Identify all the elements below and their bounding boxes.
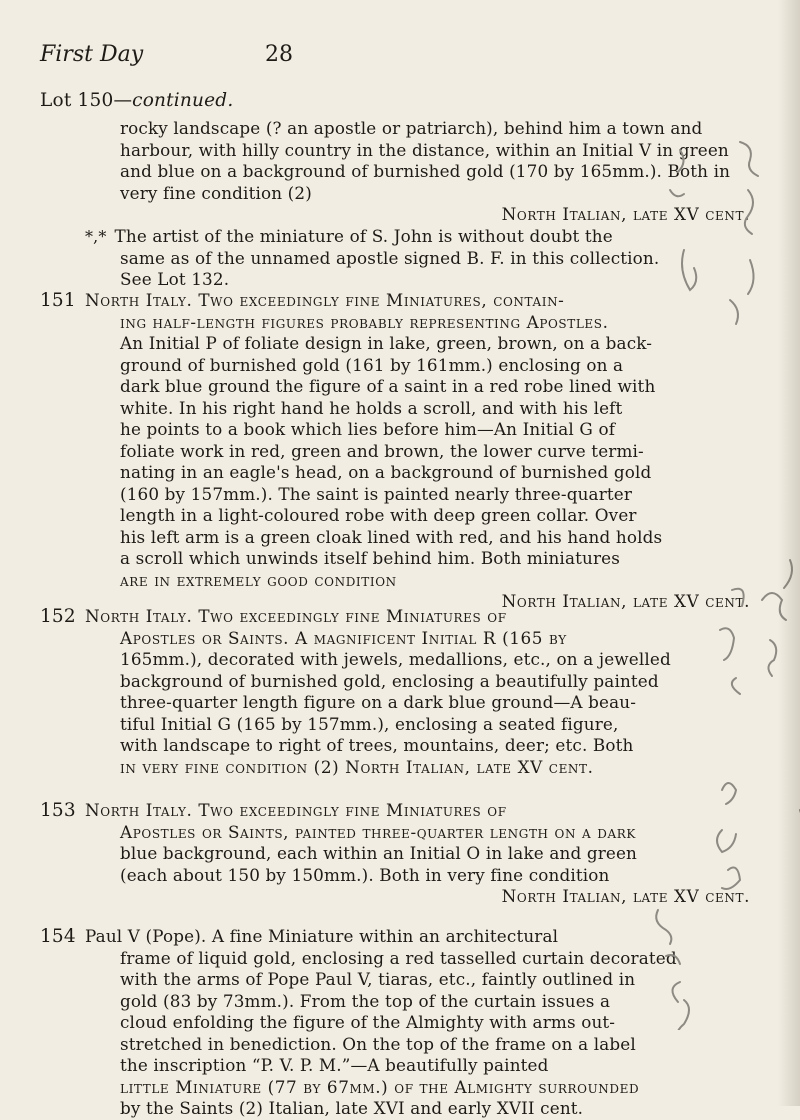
note-marker: *,* <box>85 227 107 246</box>
text-line: Paul V (Pope). A fine Miniature within an architectural <box>85 926 559 946</box>
text-line: dark blue ground the figure of a saint in a red robe lined with <box>120 376 656 396</box>
lot-151-text <box>85 290 750 613</box>
page-number: 28 <box>265 42 293 67</box>
text-line: frame of liquid gold, enclosing a red tasselled curtain decorated <box>120 947 677 968</box>
pencil-mark <box>768 640 776 676</box>
text-line: his left arm is a green cloak lined with red, and his hand holds <box>120 526 663 547</box>
text-line: he points to a book which lies before him—An Initial G of <box>120 419 616 439</box>
text-line: North Italy. Two exceedingly fine Miniatures, contain- <box>85 290 565 310</box>
text-line: by the Saints (2) Italian, late XVI and early XVII cent. <box>120 1098 584 1118</box>
text-line: The artist of the miniature of S. John is without doubt the <box>114 226 613 246</box>
lot-number: 151 <box>40 290 76 311</box>
lot-continued-heading <box>40 90 233 111</box>
provenance: North Italian, late XV cent. <box>501 886 750 906</box>
lot-number: 154 <box>40 926 76 947</box>
text-line: North Italy. Two exceedingly fine Miniatures of <box>85 800 507 820</box>
text-line: are in extremely good condition <box>120 569 397 590</box>
text-line: An Initial P of foliate design in lake, green, brown, on a back- <box>120 333 653 353</box>
text-line: in very fine condition (2) North Italian, late XV cent. <box>120 756 594 777</box>
lot-number: 153 <box>40 800 76 821</box>
lot-153-text <box>85 800 750 908</box>
text-line: length in a light-coloured robe with deep green collar. Over <box>120 505 637 525</box>
lot-continued-italic: continued. <box>132 90 234 111</box>
text-line: rocky landscape (? an apostle or patriarch), behind him a <box>120 118 617 138</box>
text-line: white. In his right hand he holds a scroll, and with his left <box>120 397 623 418</box>
text-line: cloud enfolding the figure of the Almighty with arms out- <box>120 1012 616 1032</box>
text-line: (160 by 157mm.). The saint is painted nearly three-quarter <box>120 483 633 504</box>
text-line: tiful Initial G (165 by 157mm.), enclosing a seated figure, <box>120 713 619 734</box>
text-line: blue background, each within an Initial O in lake and green <box>120 843 638 863</box>
text-line: North Italy. Two exceedingly fine Miniatures of <box>85 606 507 626</box>
text-line: ground of burnished gold (161 by 161mm.) enclosing on a <box>120 354 624 375</box>
provenance: North Italian, late XV cent. <box>501 591 750 611</box>
text-line: background of burnished gold, enclosing a beautifully painted <box>120 670 659 691</box>
lot-150-note <box>85 226 750 291</box>
running-title: First Day <box>40 42 144 67</box>
text-line: an Initial V in green and blue on a background of burnished <box>120 139 729 181</box>
text-line: Apostles or Saints, painted three-quarter length on a dark <box>120 821 636 842</box>
text-line: three-quarter length figure on a dark blue ground—A beau- <box>120 692 637 712</box>
text-line: same as of the unnamed apostle signed B. F. in this collection. <box>120 247 660 268</box>
text-line: Apostles or Saints. A magnificent Initial R (165 by <box>120 627 567 648</box>
lot-154-text <box>85 926 750 1120</box>
text-line: nating in an eagle's head, on a background of burnished gold <box>120 462 652 482</box>
text-line: with landscape to right of trees, mountains, deer; etc. Both <box>120 735 634 755</box>
text-line: gold (83 by 73mm.). From the top of the curtain issues a <box>120 990 611 1011</box>
text-line: (each about 150 by 150mm.). Both in very fine condition <box>120 864 610 885</box>
page-header <box>40 42 760 72</box>
text-line: 165mm.), decorated with jewels, medallions, etc., on a jewelled <box>120 649 671 669</box>
lot-150-text <box>120 118 750 226</box>
provenance: North Italian, late XV cent. <box>501 204 750 224</box>
lot-continued-label: Lot 150— <box>40 90 133 111</box>
text-line: stretched in benediction. On the top of the frame on a label <box>120 1033 636 1054</box>
lot-152-text <box>85 606 750 778</box>
text-line: little Miniature (77 by 67mm.) of the Almighty surrounded <box>120 1076 640 1097</box>
text-line: with the arms of Pope Paul V, tiaras, etc., faintly outlined in <box>120 969 636 989</box>
text-line: a scroll which unwinds itself behind him. Both miniatures <box>120 548 620 568</box>
page-edge-shadow <box>778 0 800 1106</box>
text-line: foliate work in red, green and brown, the lower curve termi- <box>120 440 644 461</box>
text-line: town and harbour, with hilly country in the distance, within <box>120 118 703 160</box>
text-line: the inscription “P. V. P. M.”—A beautifully painted <box>120 1055 549 1075</box>
text-line: See Lot 132. <box>120 269 230 289</box>
text-line: gold (170 by 165mm.). Both in very fine condition (2) <box>120 161 731 203</box>
lot-number: 152 <box>40 606 76 627</box>
text-line: ing half-length figures probably representing Apostles. <box>120 311 609 332</box>
